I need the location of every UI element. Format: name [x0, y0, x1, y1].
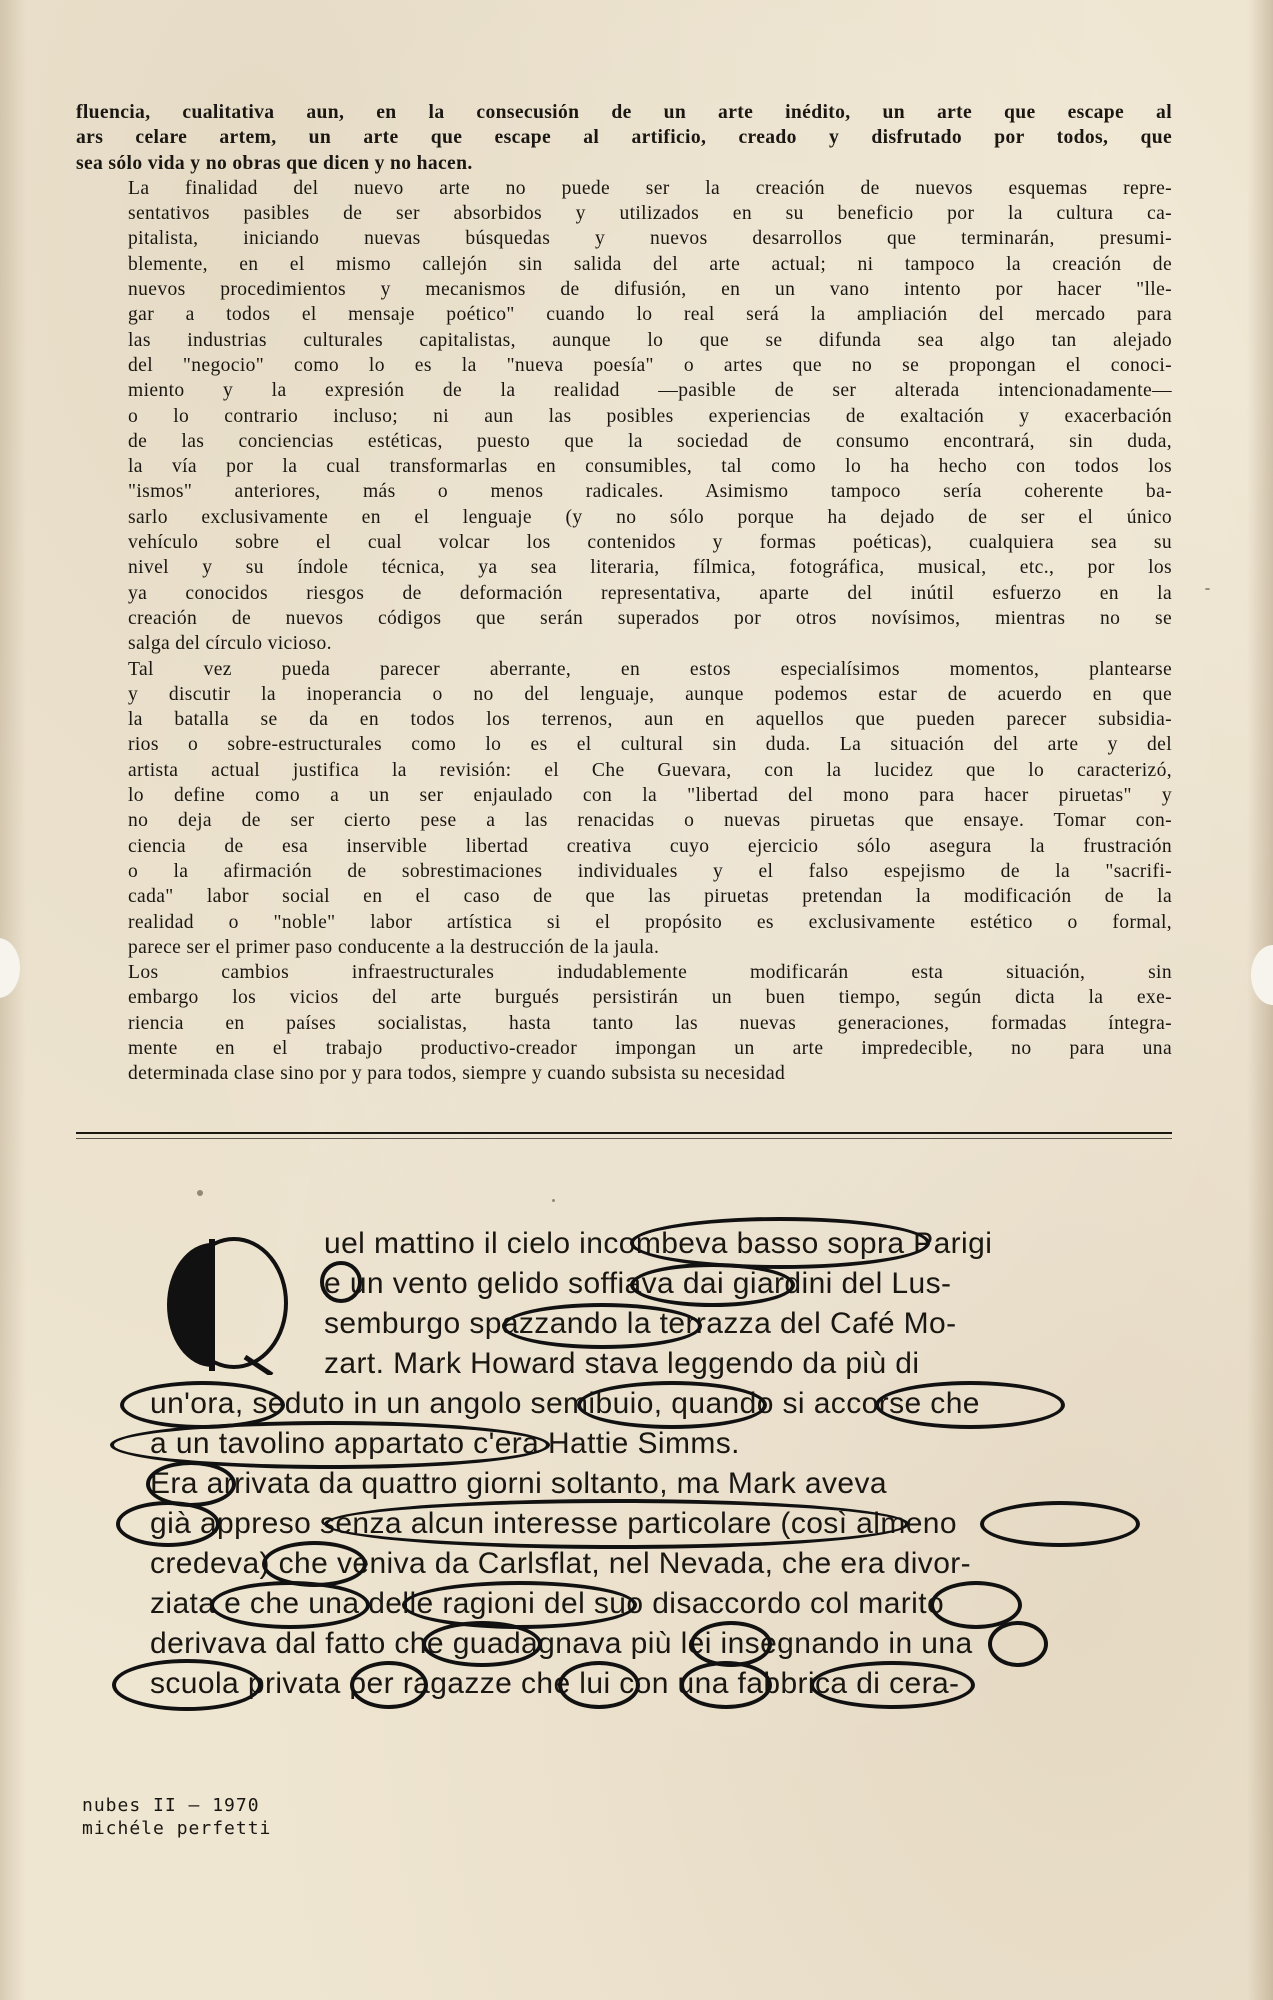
- credit-title: nubes II — 1970: [82, 1795, 260, 1816]
- essay-text: [76, 100, 1172, 1087]
- essay-line: riencia en países socialistas, hasta tanto las nuevas generaciones, formadas íntegra-: [128, 1012, 1172, 1034]
- essay-line: nivel y su índole técnica, ya sea literaria, fílmica, fotográfica, musical, etc., por los: [128, 557, 1172, 579]
- credit-block: [82, 1794, 271, 1840]
- essay-line: sentativos pasibles de ser absorbidos y utilizados en su beneficio por la cultura ca-: [128, 203, 1172, 225]
- marker-circle: [988, 1621, 1048, 1667]
- marker-circle: [402, 1581, 637, 1629]
- essay-line: Los cambios infraestructurales indudablemente modificarán esta situación, sin: [128, 962, 1172, 984]
- essay-line: la batalla se da en todos los terrenos, aun en aquellos que pueden parecer subsidia-: [128, 709, 1172, 731]
- marker-circle: [630, 1263, 795, 1307]
- essay-line: blemente, en el mismo callejón sin salida del arte actual; ni tampoco la creación de: [128, 253, 1172, 275]
- essay-line: realidad o "noble" labor artística si el propósito es exclusivamente estético o formal,: [128, 911, 1172, 933]
- poem-line: zart. Mark Howard stava leggendo da più di: [324, 1347, 920, 1380]
- essay-line: determinada clase sino por y para todos, siempre y cuando subsista su necesidad: [128, 1063, 786, 1085]
- essay-line: lo define como a un ser enjaulado con la "libertad del mono para hacer piruetas" y: [128, 785, 1172, 807]
- credit-author: michéle perfetti: [82, 1818, 272, 1839]
- marker-circle: [630, 1217, 930, 1269]
- essay-line: artista actual justifica la revisión: el Che Guevara, con la lucidez que lo caracterizó,: [128, 759, 1172, 781]
- essay-line: pitalista, iniciando nuevas búsquedas y nuevos desarrollos que terminarán, presumi-: [128, 228, 1172, 250]
- essay-line: del "negocio" como lo es la "nueva poesía" o artes que no se propongan el conoci-: [128, 354, 1172, 376]
- marker-circle: [810, 1661, 975, 1709]
- print-speck: [1205, 588, 1210, 590]
- marker-circle: [690, 1621, 772, 1667]
- essay-line: o la afirmación de sobrestimaciones individuales y el falso espejismo de la "sacrifi-: [128, 860, 1172, 882]
- marker-circle: [116, 1501, 220, 1547]
- poem-line: semburgo spazzando la terrazza del Café Mo-: [324, 1307, 957, 1340]
- essay-line: miento y la expresión de la realidad —pasible de ser alterada intencionadamente—: [128, 380, 1172, 402]
- marker-circle: [324, 1499, 909, 1549]
- poem-line: derivava dal fatto che guadagnava più lei insegnando in una: [150, 1627, 973, 1660]
- poem-line: ziata e che una delle ragioni del suo disaccordo col marito: [150, 1587, 945, 1620]
- essay-line: sarlo exclusivamente en el lenguaje (y no sólo porque ha dejado de ser el único: [128, 506, 1172, 528]
- poem-line: e un vento gelido soffiava dai giardini del Lus-: [324, 1267, 952, 1300]
- essay-line: o lo contrario incluso; ni aun las posibles experiencias de exaltación y exacerbación: [128, 405, 1172, 427]
- essay-line: ciencia de esa inservible libertad creativa cuyo ejercicio sólo asegura la frustración: [128, 835, 1172, 857]
- marker-circle: [262, 1541, 367, 1587]
- essay-line: embargo los vicios del arte burgués persistirán un buen tiempo, según dicta la exe-: [128, 987, 1172, 1009]
- erasure-poem: [150, 1215, 1130, 1735]
- poem-line: già appreso senza alcun interesse particolare (così almeno: [150, 1507, 957, 1540]
- essay-line: fluencia, cualitativa aun, en la consecusión de un arte inédito, un arte que escape al: [76, 102, 1172, 123]
- poem-line: Era arrivata da quattro giorni soltanto, ma Mark aveva: [150, 1467, 887, 1500]
- section-divider: [76, 1132, 1172, 1134]
- drop-cap-q: [150, 1225, 320, 1375]
- essay-line: sea sólo vida y no obras que dicen y no hacen.: [76, 152, 473, 174]
- marker-circle: [422, 1621, 542, 1667]
- essay-line: las industrias culturales capitalistas, aunque lo que se difunda sea algo tan alejado: [128, 329, 1172, 351]
- poem-line: uel mattino il cielo incombeva basso sopra Parigi: [324, 1227, 993, 1260]
- essay-line: "ismos" anteriores, más o menos radicales. Asimismo tampoco sería coherente ba-: [128, 481, 1172, 503]
- poem-line: un'ora, seduto in un angolo semibuio, quando si accorse che: [150, 1387, 980, 1420]
- essay-paragraph: [76, 960, 1172, 1086]
- essay-line: mente en el trabajo productivo-creador impongan un arte impredecible, no para una: [128, 1037, 1172, 1059]
- essay-paragraph: [76, 100, 1172, 176]
- essay-line: parece ser el primer paso conducente a la destrucción de la jaula.: [128, 936, 660, 958]
- essay-line: La finalidad del nuevo arte no puede ser la creación de nuevos esquemas repre-: [128, 177, 1172, 199]
- essay-line: gar a todos el mensaje poético" cuando lo real será la ampliación del mercado para: [128, 304, 1172, 326]
- essay-line: de las conciencias estéticas, puesto que la sociedad de consumo encontrará, sin duda,: [128, 430, 1172, 452]
- marker-circle: [577, 1381, 767, 1429]
- marker-circle: [558, 1661, 640, 1709]
- essay-line: salga del círculo vicioso.: [128, 633, 332, 655]
- marker-circle: [680, 1661, 772, 1709]
- section-divider: [76, 1138, 1172, 1139]
- marker-circle: [210, 1581, 370, 1629]
- essay-line: vehículo sobre el cual volcar los contenidos y formas poéticas), cualquiera sea su: [128, 532, 1172, 554]
- poem-line: credeva) che veniva da Carlsflat, nel Nevada, che era divor-: [150, 1547, 972, 1580]
- poem-line: a un tavolino appartato c'era Hattie Simms.: [150, 1427, 740, 1460]
- page-edge-shadow: [0, 0, 26, 2000]
- essay-line: no deja de ser cierto pese a las renacidas o nuevas piruetas que ensaye. Tomar con-: [128, 810, 1172, 832]
- essay-paragraph: [76, 657, 1172, 961]
- essay-line: creación de nuevos códigos que serán superados por otros novísimos, mientras no se: [128, 607, 1172, 629]
- marker-circle: [502, 1303, 702, 1349]
- poem-line: scuola privata per ragazze che lui con una fabbrica di cera-: [150, 1667, 960, 1700]
- essay-line: cada" labor social en el caso de que las piruetas pretendan la modificación de la: [128, 886, 1172, 908]
- essay-line: rios o sobre-estructurales como lo es el cultural sin duda. La situación del arte y del: [128, 734, 1172, 756]
- print-speck: [552, 1199, 555, 1202]
- marker-circle: [350, 1661, 428, 1709]
- essay-line: Tal vez pueda parecer aberrante, en estos especialísimos momentos, plantearse: [128, 658, 1172, 680]
- marker-circle: [112, 1659, 262, 1711]
- essay-line: la vía por la cual transformarlas en consumibles, tal como lo ha hecho con todos los: [128, 456, 1172, 478]
- marker-circle: [980, 1501, 1140, 1547]
- essay-line: ya conocidos riesgos de deformación representativa, aparte del inútil esfuerzo en la: [128, 582, 1172, 604]
- essay-line: ars celare artem, un arte que escape al artificio, creado y disfrutado por todos, que: [76, 127, 1172, 149]
- print-speck: [197, 1190, 203, 1196]
- marker-circle: [146, 1461, 236, 1507]
- essay-line: y discutir la inoperancia o no del lenguaje, aunque podemos estar de acuerdo en que: [128, 683, 1172, 705]
- essay-line: nuevos procedimientos y mecanismos de difusión, en un vano intento por hacer "lle-: [128, 279, 1172, 301]
- essay-paragraph: [76, 176, 1172, 657]
- marker-circle: [320, 1261, 362, 1303]
- marker-circle: [875, 1381, 1065, 1429]
